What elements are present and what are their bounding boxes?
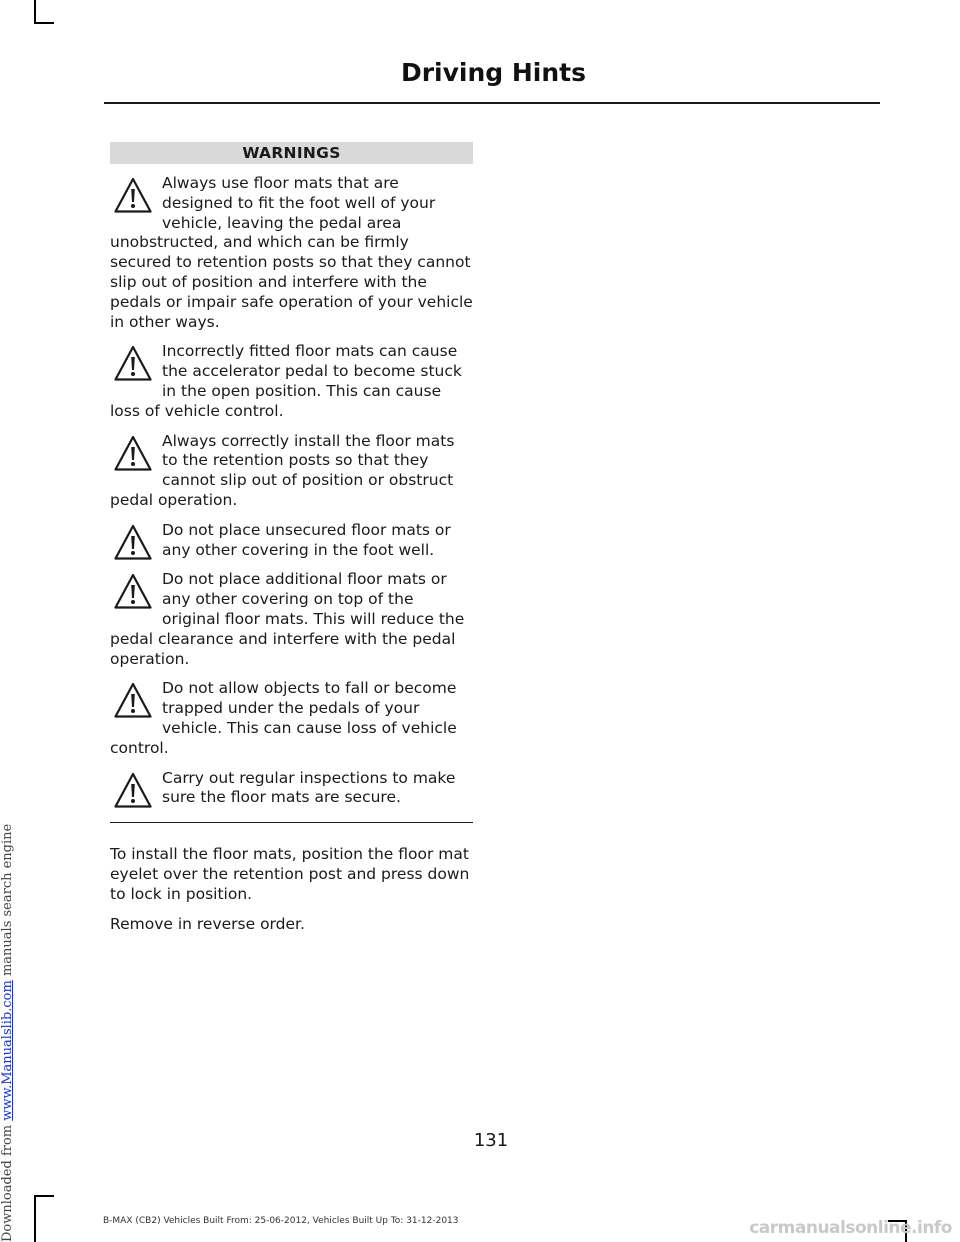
page-content bbox=[110, 142, 473, 934]
warning-triangle-icon bbox=[113, 771, 153, 811]
page-number: 131 bbox=[473, 1130, 509, 1151]
crop-mark bbox=[34, 1195, 54, 1197]
warning-triangle-icon bbox=[113, 572, 153, 612]
warnings-end-rule bbox=[110, 822, 473, 823]
warning-item bbox=[110, 679, 473, 758]
warning-text: Always use floor mats that are designed to fit the foot well of your vehicle, leaving the pedal area unobstructed, and which can be firmly secured to retention posts so that they cannot slip out of position and interfere with the pedals or impair safe operation of your vehicle in other ways. bbox=[110, 174, 473, 331]
warnings-heading: WARNINGS bbox=[110, 142, 473, 164]
warning-item bbox=[110, 174, 473, 332]
body-paragraph: Remove in reverse order. bbox=[110, 914, 305, 933]
warning-text: Do not place additional floor mats or any other covering on top of the original floor mats. This will reduce the pedal clearance and interfere with the pedal operation. bbox=[110, 570, 465, 668]
crop-mark bbox=[34, 0, 36, 24]
warning-item bbox=[110, 570, 473, 669]
warning-text: Incorrectly fitted floor mats can cause the accelerator pedal to become stuck in the open position. This can cause loss of vehicle control. bbox=[110, 342, 462, 420]
vehicle-info-footer: B-MAX (CB2) Vehicles Built From: 25-06-2012, Vehicles Built Up To: 31-12-2013 bbox=[103, 1216, 459, 1226]
warning-item bbox=[110, 432, 473, 511]
warning-triangle-icon bbox=[113, 523, 153, 563]
warning-triangle-icon bbox=[113, 176, 153, 216]
watermark: carmanualsonline.info bbox=[749, 1218, 952, 1238]
download-stamp-prefix: Downloaded from bbox=[0, 1120, 15, 1242]
warning-text: Do not place unsecured floor mats or any other covering in the foot well. bbox=[162, 520, 451, 559]
download-stamp bbox=[0, 824, 15, 1242]
header-rule bbox=[104, 102, 880, 104]
manualslib-link[interactable]: www.Manualslib.com bbox=[0, 980, 15, 1121]
section-title: Driving Hints bbox=[400, 58, 586, 87]
warning-triangle-icon bbox=[113, 681, 153, 721]
warning-text: Always correctly install the floor mats to the retention posts so that they cannot slip out of position or obstruct pedal operation. bbox=[110, 431, 455, 509]
body-paragraph: To install the floor mats, position the floor mat eyelet over the retention post and press down to lock in position. bbox=[110, 845, 470, 903]
warning-text: Carry out regular inspections to make sure the floor mats are secure. bbox=[162, 768, 456, 807]
crop-mark bbox=[34, 22, 54, 24]
warning-triangle-icon bbox=[113, 344, 153, 384]
crop-mark bbox=[34, 1195, 36, 1242]
warning-item bbox=[110, 342, 473, 421]
warning-text: Do not allow objects to fall or become trapped under the pedals of your vehicle. This can cause loss of vehicle control. bbox=[110, 679, 457, 757]
warning-triangle-icon bbox=[113, 434, 153, 474]
warning-item bbox=[110, 769, 473, 809]
warning-item bbox=[110, 521, 473, 561]
download-stamp-suffix: manuals search engine bbox=[0, 823, 15, 981]
